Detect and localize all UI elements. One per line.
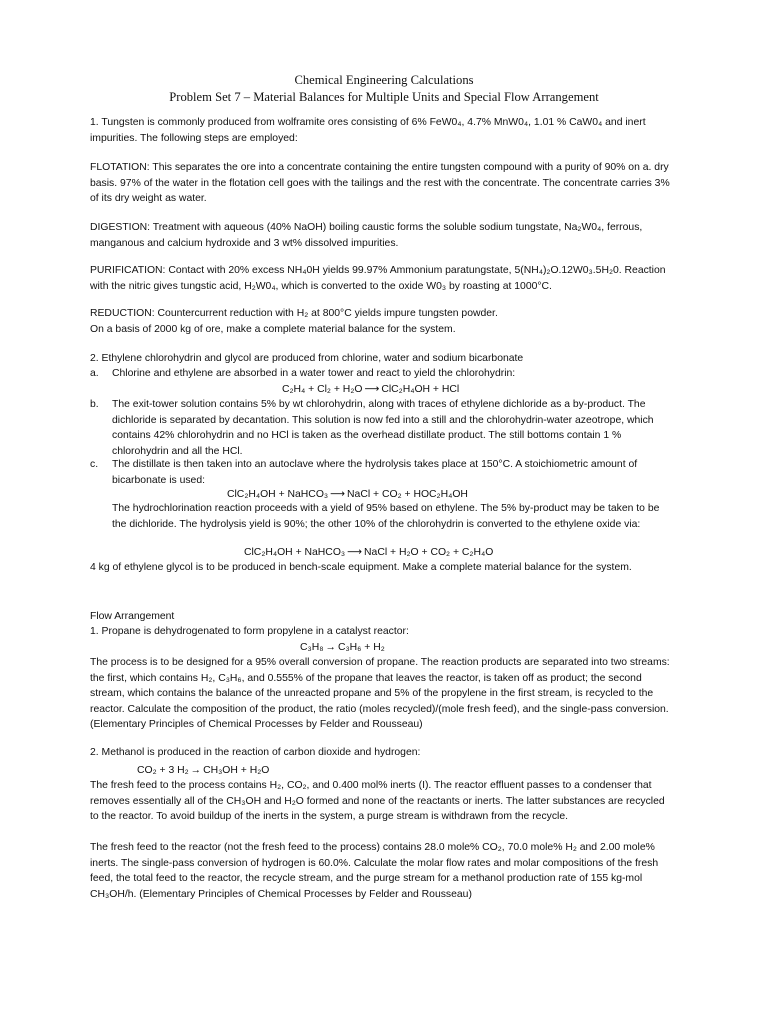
list-marker-a: a.: [90, 368, 99, 379]
problem2-intro: 2. Ethylene chlorohydrin and glycol are produced from chlorine, water and sodium bicarbonate: [90, 353, 524, 364]
arrow-right-icon: →: [325, 642, 336, 653]
problem1-digestion: DIGESTION: Treatment with aqueous (40% NaOH) boiling caustic forms the soluble sodium tungstate, Na₂W0₄, ferrous, manganous and calcium hydroxide and 3 wt% dissolved impurities.: [90, 222, 643, 249]
equation-right: CH₃OH + H₂O: [203, 765, 270, 776]
flow-problem1-text: The process is to be designed for a 95% overall conversion of propane. The reaction products are separated into two streams: the first, which contains H₂, C₃H₆, and 0.555% of the propane that leaves the reactor, is taken off as product; the second stream, which contains the balance of the unreacted propane and 5% of the propylene in the first stream, is recycled to the reactor. Calculate the composition of the product, the ratio (moles recycled)/(mole fresh feed), and the single-pass conversion.(Elementary Principles of Chemical Processes by Felder and Rousseau): [90, 657, 670, 731]
equation-propane: [300, 640, 385, 656]
equation-left: CO₂ + 3 H₂: [137, 765, 189, 776]
equation-methanol: [137, 763, 269, 779]
arrow-right-icon: ⟶: [330, 489, 346, 500]
problem2-step-a: Chlorine and ethylene are absorbed in a water tower and react to yield the chlorohydrin:: [112, 368, 516, 379]
problem2-step-c-detail: The hydrochlorination reaction proceeds with a yield of 95% based on ethylene. The 5% by-product may be taken to be the dichloride. The hydrolysis yield is 90%; the other 10% of the chlorohydrin is converted to the ethylene oxide via:: [112, 503, 660, 530]
page-title: Chemical Engineering Calculations: [294, 73, 474, 87]
equation-left: C₃H₈: [300, 642, 324, 653]
problem1-reduction: REDUCTION: Countercurrent reduction with H₂ at 800°C yields impure tungsten powder.: [90, 308, 498, 319]
equation-left: ClC₂H₄OH + NaHCO₃: [244, 547, 346, 558]
list-marker-c: c.: [90, 459, 99, 470]
page-subtitle: Problem Set 7 – Material Balances for Multiple Units and Special Flow Arrangement: [169, 90, 599, 104]
equation-left: ClC₂H₄OH + NaHCO₃: [227, 489, 329, 500]
equation-right: C₃H₆ + H₂: [337, 642, 385, 653]
flow-problem2-intro: 2. Methanol is produced in the reaction of carbon dioxide and hydrogen:: [90, 747, 421, 758]
flow-problem1-intro: 1. Propane is dehydrogenated to form propylene in a catalyst reactor:: [90, 626, 409, 637]
equation-right: NaCl + CO₂ + HOC₂H₄OH: [347, 489, 468, 500]
equation-right: NaCl + H₂O + CO₂ + C₂H₄O: [364, 547, 494, 558]
equation-right: ClC₂H₄OH + HCl: [381, 384, 460, 395]
flow-problem2-text-2: The fresh feed to the reactor (not the fresh feed to the process) contains 28.0 mole% CO₂, 70.0 mole% H₂ and 2.00 mole% inerts. The single-pass conversion of hydrogen is 60.0%. Calculate the molar flow rates and molar compositions of the fresh feed, the total feed to the reactor, the recycle stream, and the purge stream for a methanol production rate of 155 kg-mol CH₃OH/h. (Elementary Principles of Chemical Processes by Felder and Rousseau): [90, 842, 659, 900]
problem1-intro: 1. Tungsten is commonly produced from wolframite ores consisting of 6% FeW0₄, 4.7% MnW0₄, 1.01 % CaW0₄ and inert impurities. The following steps are employed:: [90, 117, 646, 144]
equation-chlorohydrin: [282, 382, 459, 398]
section-heading-flow: Flow Arrangement: [90, 611, 175, 622]
problem2-step-c: The distillate is then taken into an autoclave where the hydrolysis takes place at 150°C. A stoichiometric amount of bicarbonate is used:: [112, 459, 638, 486]
problem2-closing: 4 kg of ethylene glycol is to be produced in bench-scale equipment. Make a complete material balance for the system.: [90, 562, 632, 573]
arrow-right-icon: →: [190, 765, 202, 776]
arrow-right-icon: ⟶: [364, 384, 380, 395]
equation-left: C₂H₄ + Cl₂ + H₂O: [282, 384, 363, 395]
problem2-step-b: The exit-tower solution contains 5% by wt chlorohydrin, along with traces of ethylene dichloride as a by-product. The dichloride is separated by decantation. This solution is now fed into a still and the chlorohydrin-water azeotrope, which contains 42% chlorohydrin and no HCl is taken as the overhead distillate product. The still bottoms contain 1 % chlorohydrin and all the HCl.: [112, 399, 654, 457]
problem1-basis: On a basis of 2000 kg of ore, make a complete material balance for the system.: [90, 324, 456, 335]
problem1-flotation: FLOTATION: This separates the ore into a concentrate containing the entire tungsten compound with a purity of 90% on a. dry basis. 97% of the water in the flotation cell goes with the tailings and the rest with the concentrate. The concentrate carries 3% of its dry weight as water.: [90, 162, 670, 205]
equation-ethylene-oxide: [244, 545, 493, 561]
list-marker-b: b.: [90, 399, 99, 410]
arrow-right-icon: ⟶: [347, 547, 363, 558]
flow-problem2-text: The fresh feed to the process contains H₂, CO₂, and 0.400 mol% inerts (I). The reactor effluent passes to a condenser that removes essentially all of the CH₃OH and H₂O formed and none of the reactants or inerts. The latter substances are recycled to the reactor. To avoid buildup of the inerts in the system, a purge stream is withdrawn from the recycle.: [90, 780, 665, 823]
problem1-purification: PURIFICATION: Contact with 20% excess NH₄0H yields 99.97% Ammonium paratungstate, 5(NH₄)₂O.12W0₃.5H₂0. Reaction with the nitric gives tungstic acid, H₂W0₄, which is converted to the oxide W0₃ by roasting at 1000°C.: [90, 265, 666, 292]
